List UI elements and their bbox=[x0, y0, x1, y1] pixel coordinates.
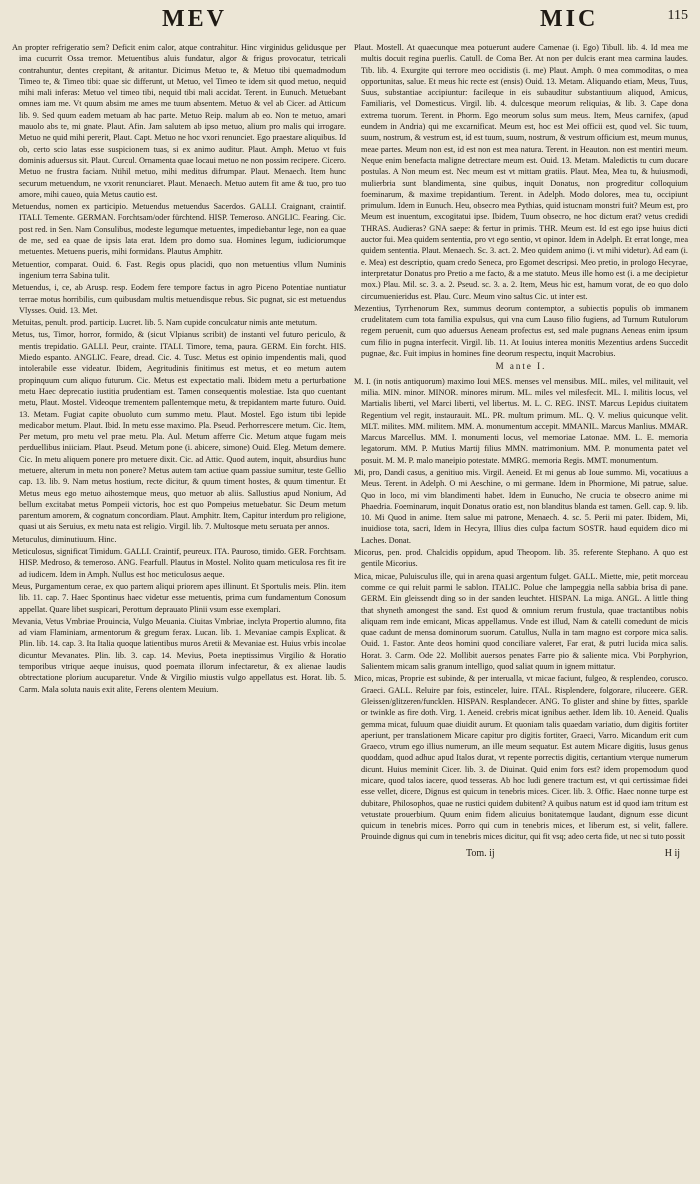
page-header bbox=[12, 6, 688, 42]
page-number: 115 bbox=[667, 8, 688, 23]
entry-metuculus: Metuculus, diminutiuum. Hinc. bbox=[12, 534, 117, 544]
right-column bbox=[354, 42, 688, 844]
entry-mica: Mica, micae, Puluisculus ille, qui in arena quasi argentum fulget. GALL. Miette, mie, petit morceau comme ce qui reluit parmi le sablon. ITALIC. Polue che lampeggia nella sabbia brisa di pane. GERM. Ein gleissendt ding so in der sanden leuchtet. HISPAN. La miga. ANGL. A little thing that shyneth amongest the sand. Est quod & omnium rerum frustula, quae tractantibus nobis aliquam rem inde emicant, Micas appellamus. Vnde est illud, Nam & catelli comedunt de micis quae cadunt de mensa dominorum suorum. Catullus, Nulla in tam magno est corpore mica salis. Ouid. 1. Fastor. Ante deos homini quod conciliare valeret, Far erat, & putri lucida mica salis. Horat. 3. Carm. Ode 22. Mollibit auersos penates Farre pio & saliente mica. Vbi Porphyrion, Salientem micam salis granum intelligo, quod saliat quum in ignem mittatur. bbox=[354, 571, 688, 672]
entry-meus-continued-right: Plaut. Mostell. At quaecunque mea potuerunt audere Camenae (i. Ego) Tibull. lib. 4. Id mea me multis docuit regina puerlis. Catull. de Coma Ber. At non per dulcis erant mea carmina laudes. Tib. lib. 4. Exurgite qui terrore meo occidistis (i. me) Plaut. Amph. 0 mea commoditas, o mea opportunitas, salue. Et meus hic recte est (ensis) Ouid. 13. Metam. Aliquando etiam, Meus, Tuus, Suus, substantiae accipiuntur: facileque in eis subauditur substantiuum aliquod, Amicus, Familiaris, vel Domesticus. Virgil. lib. 4. dulcesque meorum reliquias, & lib. 3. Cape dona extrema tuorum. Terent. in Phorm. Ego meorum solus sum meus. Item, Meus carnifex, (apud eundem in Andria) qui me excarnificat. Meum est, hoc est Mei officii est, quod vel. Sic tuum, suum, nostrum, & vestrum est, id est tuum, suum, nostrum, & vestrum officium est, meum munus, meae partes. Meum non est, id est non est mea natura. Terent. in Heauton. non est mentiri meum. Neque enim benefacta maligne detrectare meum est. Ouid. 13. Metam. Maledictis tu cum ducare postulas. A Non meum est. Nec meum est vt mittam gratiis. Plaut. Mea, Mea tu, & huiusmodi, mulierbria sunt blandimenta, sine quibus, inquit Donatus, non progreditur colloquium foeminarum, & maxime trepidantium. Terent. in Adelph. Modo dolores, mea tu, occipiunt primulum. Idem in Eunuch. Heu, obsecro mea Pythias, quid istucnam monstri fuit? Meum est, pro Meum est inuentum, excogitatui ipse. Ibidem, Tuum obsecro, ne hoc dictum erat? vetus credidi THRAS. Audieras? GNA saepe: & fertur in primis. THR. Meum est. Id est ego ipse huius dicti auctor fui. Mea quidem sententia, pro vt ego sentio, vt opinor. Idem in Adelph. Et errat longe, mea quidem sententia. Plaut. Menaech. Sc. 3. act. 2. Meo quidem animo (i. vt mihi videtur). Ad eam (i. e. Mea) est descriptio, quam credo Seneca, pro Egomet descripsi. Meo pretio, in prologo Hecyrae, interpretatur Donatus pro Pretio a me facto, & a me statuto. Meus ille homo est (i. a me decipietur mox.) Plau. Mil. sc. 3. a. 2. Pseud. sc. 3. a. 2. Item, Meus hic est, hamum vorat, de eo quo dolo circumuenieridus est. Plau. Curc. Meum vino saltus Cic. ut inter est. bbox=[354, 43, 688, 301]
signature-mark: H ij bbox=[664, 847, 680, 859]
entry-micorus: Micorus, pen. prod. Chalcidis oppidum, apud Theopom. lib. 35. referente Stephano. A quo est gentile Micorius. bbox=[354, 548, 688, 569]
entry-mico: Mico, micas, Proprie est subinde, & per interualla, vt micae faciunt, fulgeo, & resplendeo, corusco. Graeci. GALL. Reluire par fois, estinceler, luire. ITAL. Risplendere, folgorare, riluceere. GER. Gleissen/glitzeren/funcklen. HISPAN. Resplandecer. ANG. To glister and shine by fittes, sparkle or twinkle as fire doth. Virg. 1. Aeneid. crebris micat ignibus aether. Idem lib. 10. Aeneid. Qualis gemma micat, fuluum quae diuidit aurum. Et quoniam talis quaedam variatio, dum digitis fortiter aperiunt, per translationem Micare capitur pro digitis fortiter, Graeci, Varro. Micandum erit cum Graeco, vtrum ego illius numerum, an ille meum sequatur. Est autem Micare digitis, lusus genus quoddam, quod adhuc apud Italos durat, vt repente porrectis digitis, certantium vterque numerum dicunt. Huius meminit Cicer. lib. 3. de Diuinat. Quid enim fors est? idem propemodum quod micare, quod talos iacere, quod tesseras. Ab hoc ludi genere tractum est, vt qui certissimae fidei esse vellet, dicere, Dignus est quicum in tenebris mices. Cicer. lib. 3. Offic. Haec nonne turpe est dubitare, Philosophos, quae ne rustici quidem dubitent? A quibus natum est id quod iam tritum est vetustate prouerbium. Quum enim fidem alicuius bonitatemque laudant, dignum esse dicunt quicum in tenebris mices. Porro qui cum in tenebris mices, et liberum est, si velit, fallere. Prouinde dignus qui cum in tenebris mices dicitur, qui fit vsq; adeo certa fide, ut nec si tuto possit bbox=[354, 674, 688, 842]
running-head-right: MIC bbox=[540, 6, 599, 32]
left-column bbox=[12, 42, 346, 844]
entry-metuitas: Metuitas, penult. prod. particip. Lucret. lib. 5. Nam cupide conculcatur nimis ante metutum. bbox=[12, 318, 318, 328]
entry-metuentior: Metuentior, comparat. Ouid. 6. Fast. Regis opus placidi, quo non metuentius vllum Numinis ingenium terra Sabina tulit. bbox=[12, 259, 346, 280]
entry-metuendus-2: Metuendus, i, ce, ab Arusp. resp. Eodem fere tempore factus in agro Piceno Potentiae nuntiatur terrae motus horribilis, cum quibusdam multis metuendisque rebus. Sic pugnat, sic est metuendus Vlysses. Ouid. 13. Met. bbox=[12, 283, 346, 315]
entry-mezentius: Mezentius, Tyrrhenorum Rex, summus deorum contemptor, a subiectis populis ob immanem crudelitatem cum tota familia expulsus, qui vna cum Lauso filio fugiens, ad Turnum Rutulorum regem peruenit, cum quo aduersus Aeneam profectus est, sed male pugnans Aeneas enim ipsum cum filio in pugna interfecit. Virgil. lib. 11. At Iouius interea monitis Mezentius ardens Succedit pugnae, &c. Fuit impius in homines fine deorum respectu, inquit Macrobius. bbox=[354, 303, 688, 359]
running-head-left: MEV bbox=[162, 6, 227, 32]
entry-meticulosus: Meticulosus, significat Timidum. GALLI. Craintif, peureux. ITA. Pauroso, timido. GER. Forchtsam. HISP. Medroso, & temeroso. ANG. Fearfull. Plautus in Mostel. Nolito quam meticulosa res fit ire ad iudicem. Idem in Amph. Nullus est hoc meticulosus aeque. bbox=[12, 547, 346, 579]
page-footer bbox=[12, 848, 688, 859]
section-heading: M ante I. bbox=[495, 361, 547, 372]
entry-metus: Metus, tus, Timor, horror, formido, & (sicut Vlpianus scribit) de instanti vel futuro periculo, & mentis trepidatio. GALLI. Peur, crainte. ITALI. Timore, tema, paura. GERM. Ein forcht. HIS. Miedo espanto. ANGLIC. Feare, dread. Cic. 4. Tusc. Metus est opinio impendentis mali, quod intolerabile esse videatur. Ibidem, Aegritudinis finitimus est metus, et eo metum autem propinquum cum aliquo futurum. Cic. Metus est expectatio mali. Ibidem metu a perturbatione metu Haec deprecatio iustitia prudentiam est. Tamen consequentis molestiae. Ista quo cuentant metu, Plaut. Mostel. Videoque trementem pallentemque metu, & trepidantem marte futuro. Ouid. 13. Metam. Fugiat capite obuoluto cum summo metu. Plaut. Mostel. Ego istum tibi lepide medicabor metum. Plaut. Ibid. In metu esse maximo. Pla. Pseud. Perhorrescere metum. Cic. Item, Per metum, pro metu vel prae metu. Pla. Aul. Metum afferre Cic. Metum atque fugam meis perduellibus iniiciam. Plaut. Pseud. Metum pone (i. abicere, simone) Ouid. Eleg. Metum demere. Cic. In metu aliquem ponere pro metuere dixit. Cic. ad Attic. Quod autem, inquit, absurdius hunc metuere, alterum in metu non ponere? Metus autem tam actiue quam passiue sumitur, teste Gellio cap. 13. lib. 9. Nam metus hostium, recte dicitur, & quum timent hostes, & quum timentur. Et Metus meus ego metuo aihostemque meus, quo metuor ab aliis. Sallustius apud Nonium, Ad bellum excitabat metus Pompeii victoris, hoc est quo Pompeius metuebatur. Sic Deum metum parentum amorem, & cognatum concordiam. Plaut. Amphitr. Item, Capitur interdum pro religione, quasi ut ais Seruius, ex metu nata est religio. Virgil. lib. 7. Multosque metu seruata per annos. bbox=[12, 330, 346, 532]
text-columns bbox=[12, 42, 688, 844]
entry-meus-continued: An propter refrigeratio sem? Deficit enim calor, atque contrahitur. Hinc virginidus gelidusque per ima cucurrit Ossa tremor. Metuentibus aluis fundatur, algor & frigus provocatur, tetricali contrahuntur, dentes crepitant, & aritantur. Dicimus Metuo te, & Metuo tibi quemadmodum Timeo te, & Timeo tibi: quae sic differunt, ut Metuo, vel Timeo te idem sit quod metuo, nequid mihi mali inferas: Metuo vel timeo tibi, nequid tibi mali accidat. Terent. in Eunuch. Metuebant omnes iam me. Vt quum absim me ames me tuum absentem. Metuo & vel ab Cicer. ad Atticum lib. 9. Sed quum eadem metuam ab hac parte. Metuo Reip. malum ab eo. Non te metuo, amari mauolo abs te, mi gnate. Plaut. Afin. Jam salutem ab ipso metuo, alium pro malis qui irrogare. Metuo ne quid mihi pererit, Plaut. Capt. Metuo ne hoc vxori renunciet. Ego praestare aliquibus. Id ob, certo scio latas esse suspicionem tuas, si ex animo auditur. Plaut. Amph. Metuo vt fuis dominis aduersus sit. Plaut. Curcul. Ornamenta quae locaui metuo ne non possim recipere. Cicero. Metuo ne frustra faciam. Ntihil metuo, mihi meditus difrumpar. Plaut. Menaech. Item hunc securum metuendum, ne vxorit renunciaret. Plaut. Menaech. Metuo autem fit ame & tuo, pro tuo amore, mihi caueo, quia Metus cautio est. bbox=[12, 43, 346, 199]
entry-mevania: Mevania, Vetus Vmbriae Prouincia, Vulgo Meuania. Ciuitas Vmbriae, inclyta Propertio alumno, fita ad viam Flaminiam, armentorum & gregum ferax. Lucan. lib. 1. Mevaniae campis Explicat. & Plin. lib. 14. cap. 3. Ita Italia quoque latientibus muros Aretii & Mevaniae est. Huius vrbis incolae dicuntur Mevanates. Plin. lib. 3. cap. 14. Mevius, Poeta ineptissimus Virgilio & Horatio temporibus vtrique aeque inuisus, quod poemata illorum infectaretur, & ex alienae laudis obtrectatione plorium aucuparetur. Vnde & Virgilio miustis vulgo appellatus est. Horat. lib. 5. Carm. Mala soluta nauis exit alite, Ferens olentem Meuium. bbox=[12, 616, 346, 694]
volume-mark: Tom. ij bbox=[465, 847, 495, 859]
entry-m-abbreviations: M. I. (in notis antiquorum) maximo Ioui MES. menses vel mensibus. MIL. miles, vel militauit, vel milia. MIN. minor. MINOR. minores mirum. ML. miles vel milesfecit. ML. I. militis locus, vel Martialis liberti, vel Marci liberti, vel libertus. M. L. C. REG. INST. Marcus Lepidus ciuitatem Regentium vel regit, instaurauit. ML. PR. multum primum. ML. Q. V. melius quicunque velit. MLT. milites. MM. militem. MM. A. monumentum accepit. MMANIL. Marcus Manlius. MMAR. Marcus Marcellus. MM. I. monumenti locus, vel memoriae Latonae. MM. L. E. memoria legatorum. MM. P. Mutius Martij filius MMN. matrimonium. MM. P. monumenta patet vel posuit. M. M. P. malo maneipio potestate. MMRG. memoria Regis. MMT. monumentum. bbox=[354, 376, 688, 465]
entry-mi: Mi, pro, Dandi casus, a genitiuo mis. Virgil. Aeneid. Et mi genus ab Ioue summo. Mi, vocatiuus a Meus. Terent. in Adelph. O mi Aeschine, o mi germane. Idem in Phormione, Mi patrue, salue. Quo in loco, mi vim blandimenti habet. Idem in Eunucho, Ne crucia te obsecro anime mi Phaedria. Foeminarum, inquit Donatus oratio est, non blanditus blanda est tamen. Gell. cap. 9. lib. 10. Mi Quod in anime. Item salue mi patrone, Menaech. 4. sc. 5. Perii mi pater. Ibidem, Mi, inuidiose tota, sacri, Idem in Hecyra, Illius dies culpa factum SOSTR. haud equidem dico mi Laches. Donat. bbox=[354, 467, 688, 545]
entry-metuendus: Metuendus, nomen ex participio. Metuendus metuendus Sacerdos. GALLI. Craignant, craintif. ITALI. Temente. GERMAN. Forchtsam/oder fürchtend. HISP. Temeroso. ANGLIC. Fearing. Cic. post red. in Sen. Nam Consulibus, modeste legumque metuentes, impediebantur lege, non ea quae de me, sed ea quae de ipsis lata erat. Idem pro domo sua. Homines legum, iudiciorumque metuentes. Metuens pueris, mihi formidans. Plautus Amphitr. bbox=[12, 202, 346, 257]
entry-meus-mea: Meus, Purgamentum cerae, ex quo partem aliqui priorem apes illinunt. Et Sportulis meis. Plin. item lib. 11. cap. 7. Haec Spontinus haec videtur esse metuentis, prima cum fundamentum Conosum appellat. Quare libet suspicari, Perottum deprauato Plinii vsum esse exemplari. bbox=[12, 581, 346, 614]
